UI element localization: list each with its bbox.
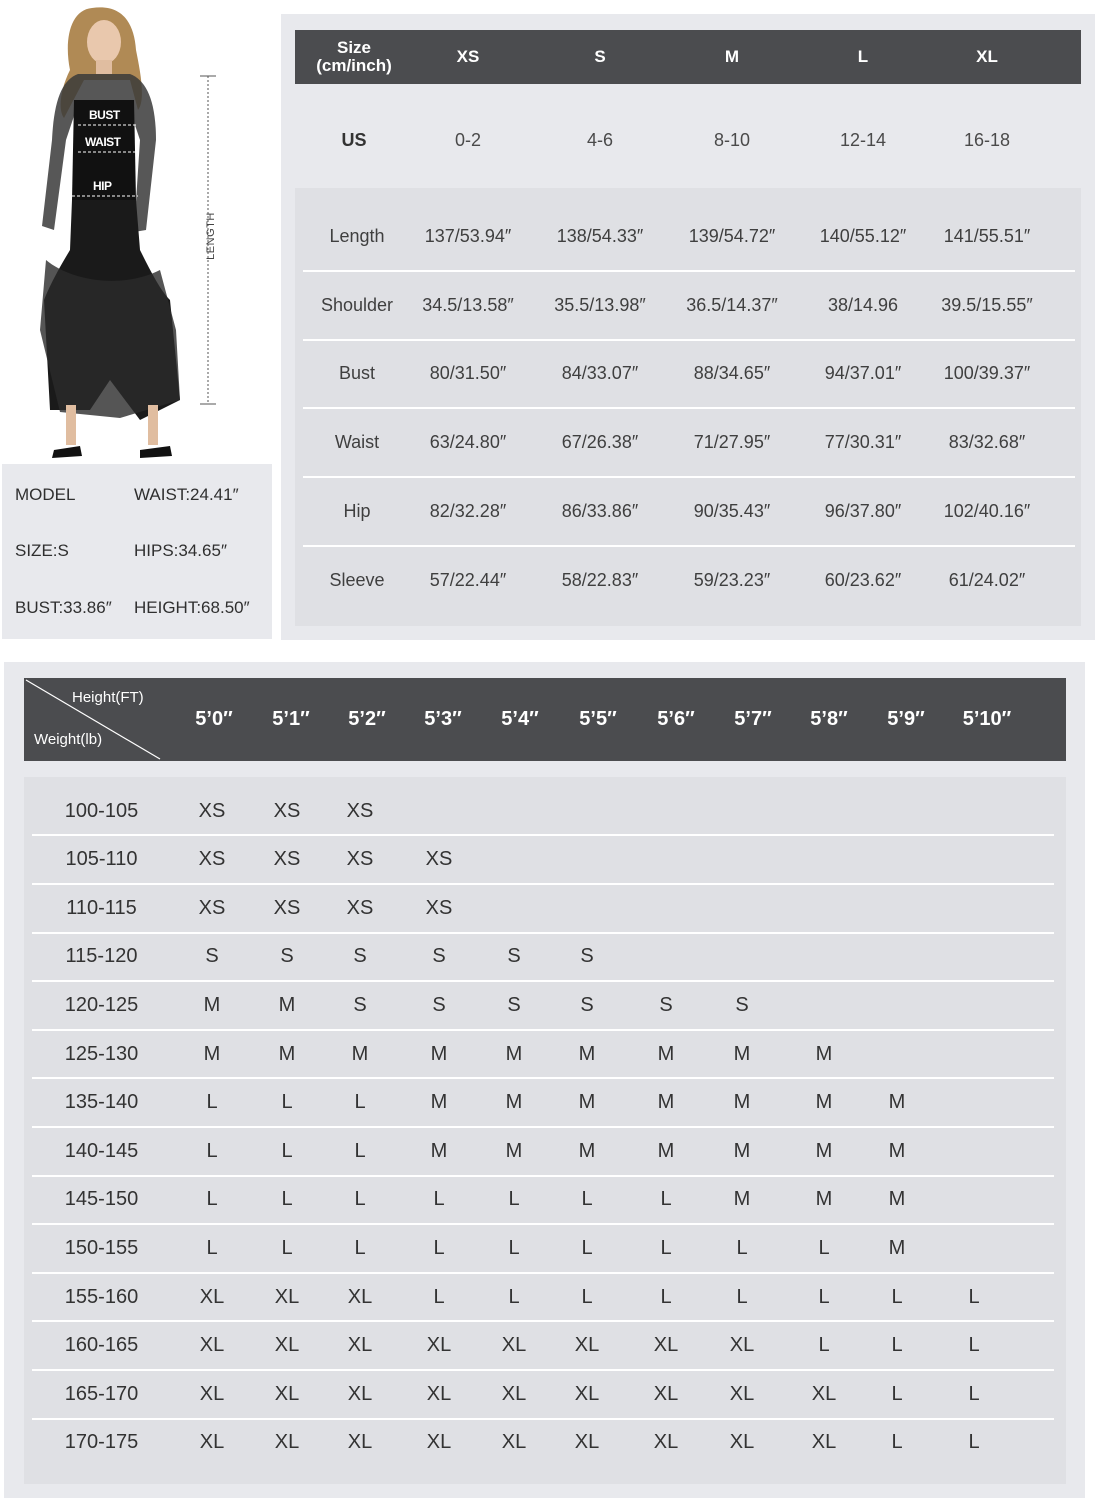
measure-value: 35.5/13.98″	[554, 294, 646, 315]
measure-value: 141/55.51″	[943, 225, 1031, 246]
recommended-size-cell: M	[657, 1091, 675, 1114]
us-size-value: 8-10	[713, 129, 751, 150]
measure-value: 90/35.43″	[693, 500, 771, 521]
weight-row-label: 125-130	[64, 1042, 139, 1065]
row-divider	[303, 270, 1075, 272]
size-header-label	[295, 30, 413, 84]
measure-value: 39.5/15.55″	[941, 294, 1033, 315]
measure-value: 84/33.07″	[561, 362, 639, 383]
recommended-size-cell: M	[505, 1139, 523, 1162]
recommended-size-cell: M	[203, 1042, 221, 1065]
recommended-size-cell: XS	[198, 896, 226, 919]
recommended-size-cell: L	[433, 1236, 445, 1259]
recommended-size-cell: L	[206, 1139, 218, 1162]
measure-value: 63/24.80″	[429, 431, 507, 452]
measure-value: 83/32.68″	[948, 431, 1026, 452]
length-label: LENGTH	[205, 212, 217, 260]
recommended-size-cell: L	[433, 1285, 445, 1308]
recommended-size-cell: XS	[273, 848, 301, 871]
model-waist: WAIST:24.41″	[134, 485, 239, 504]
height-column-header: 5’10″	[962, 708, 1012, 730]
recommended-size-cell: L	[354, 1188, 366, 1211]
recommended-size-cell: XL	[347, 1334, 373, 1357]
recommended-size-cell: L	[354, 1139, 366, 1162]
height-column-header: 5’1″	[272, 708, 310, 730]
recommended-size-cell: XL	[811, 1382, 837, 1405]
weight-row-label: 150-155	[64, 1236, 139, 1259]
recommended-size-cell: M	[815, 1091, 833, 1114]
recommended-size-cell: M	[733, 1042, 751, 1065]
measure-value: 71/27.95″	[693, 431, 771, 452]
recommended-size-cell: M	[505, 1091, 523, 1114]
recommended-size-cell: L	[206, 1188, 218, 1211]
recommended-size-cell: S	[205, 945, 219, 968]
size-header-l: L	[857, 47, 869, 66]
recommended-size-cell: XS	[198, 799, 226, 822]
row-divider	[303, 476, 1075, 478]
recommended-size-cell: M	[815, 1042, 833, 1065]
recommended-size-cell: M	[888, 1236, 906, 1259]
recommended-size-cell: XS	[346, 896, 374, 919]
measure-value: 57/22.44″	[429, 569, 507, 590]
recommended-size-cell: S	[353, 945, 367, 968]
model-height: HEIGHT:68.50″	[134, 598, 250, 617]
recommended-size-cell: XL	[199, 1382, 225, 1405]
recommended-size-cell: L	[660, 1188, 672, 1211]
weight-axis-label: Weight(lb)	[34, 731, 103, 748]
recommended-size-cell: L	[354, 1236, 366, 1259]
measurement-table	[295, 188, 1081, 626]
height-column-header: 5’9″	[887, 708, 925, 730]
measure-value: 67/26.38″	[561, 431, 639, 452]
recommended-size-cell: L	[206, 1236, 218, 1259]
recommended-size-cell: S	[580, 993, 594, 1016]
model-info-panel	[2, 464, 272, 639]
measure-value: 137/53.94″	[424, 225, 512, 246]
row-divider	[303, 339, 1075, 341]
recommended-size-cell: XL	[426, 1334, 452, 1357]
waist-label: WAIST	[85, 135, 121, 149]
recommended-size-cell: M	[815, 1188, 833, 1211]
recommended-size-cell: M	[888, 1139, 906, 1162]
height-column-header: 5’5″	[579, 708, 617, 730]
recommended-size-cell: M	[578, 1139, 596, 1162]
height-axis-label: Height(FT)	[72, 689, 144, 706]
recommended-size-cell: XL	[274, 1285, 300, 1308]
recommended-size-cell: L	[581, 1236, 593, 1259]
recommended-size-cell: S	[659, 993, 673, 1016]
recommended-size-cell: XL	[426, 1382, 452, 1405]
recommended-size-cell: XL	[501, 1382, 527, 1405]
recommended-size-cell: XL	[347, 1431, 373, 1454]
recommended-size-cell: M	[430, 1091, 448, 1114]
recommended-size-cell: XL	[574, 1431, 600, 1454]
size-header-m: M	[724, 47, 740, 66]
measure-value: 102/40.16″	[943, 500, 1031, 521]
recommended-size-cell: XL	[501, 1334, 527, 1357]
recommended-size-cell: XS	[198, 848, 226, 871]
measure-value: 100/39.37″	[943, 362, 1031, 383]
recommended-size-cell: M	[351, 1042, 369, 1065]
measure-label-shoulder: Shoulder	[320, 294, 394, 315]
recommended-size-cell: M	[657, 1139, 675, 1162]
recommended-size-cell: M	[203, 993, 221, 1016]
recommended-size-cell: L	[206, 1091, 218, 1114]
weight-row-label: 120-125	[64, 993, 139, 1016]
recommended-size-cell: S	[507, 993, 521, 1016]
recommended-size-cell: XL	[347, 1285, 373, 1308]
recommended-size-cell: XS	[273, 799, 301, 822]
recommended-size-cell: S	[507, 945, 521, 968]
recommended-size-cell: S	[432, 993, 446, 1016]
height-column-header: 5’3″	[424, 708, 462, 730]
recommended-size-cell: XL	[347, 1382, 373, 1405]
recommended-size-cell: L	[736, 1236, 748, 1259]
recommended-size-cell: XL	[653, 1382, 679, 1405]
recommended-size-cell: L	[818, 1285, 830, 1308]
recommended-size-cell: M	[278, 1042, 296, 1065]
model-bust: BUST:33.86″	[15, 598, 112, 617]
weight-row-label: 165-170	[64, 1382, 139, 1405]
recommended-size-cell: L	[508, 1188, 520, 1211]
recommended-size-cell: XL	[199, 1285, 225, 1308]
measure-value: 86/33.86″	[561, 500, 639, 521]
recommended-size-cell: XL	[574, 1334, 600, 1357]
recommended-size-cell: L	[736, 1285, 748, 1308]
measure-value: 36.5/14.37″	[686, 294, 778, 315]
recommended-size-cell: M	[578, 1091, 596, 1114]
recommended-size-cell: M	[733, 1091, 751, 1114]
measure-value: 34.5/13.58″	[422, 294, 514, 315]
weight-row-label: 110-115	[66, 896, 137, 919]
weight-row-label: 115-120	[65, 945, 138, 968]
measure-value: 61/24.02″	[948, 569, 1026, 590]
model-silhouette-illustration	[0, 0, 272, 460]
measure-value: 60/23.62″	[824, 569, 902, 590]
measure-value: 139/54.72″	[688, 225, 776, 246]
weight-row-label: 160-165	[64, 1334, 139, 1357]
recommended-size-cell: M	[888, 1091, 906, 1114]
weight-row-label: 145-150	[64, 1188, 139, 1211]
recommended-size-cell: L	[581, 1285, 593, 1308]
weight-row-label: 170-175	[64, 1431, 139, 1454]
recommended-size-cell: M	[278, 993, 296, 1016]
recommended-size-cell: XL	[653, 1334, 679, 1357]
height-column-header: 5’8″	[810, 708, 848, 730]
weight-row-label: 155-160	[64, 1285, 139, 1308]
recommended-size-cell: XL	[199, 1334, 225, 1357]
height-column-header: 5’6″	[657, 708, 695, 730]
recommended-size-cell: L	[891, 1431, 903, 1454]
us-label: US	[341, 129, 367, 150]
recommended-size-cell: L	[281, 1091, 293, 1114]
measure-value: 96/37.80″	[824, 500, 902, 521]
measure-value: 88/34.65″	[693, 362, 771, 383]
size-header-line2: (cm/inch)	[316, 56, 392, 75]
height-column-header: 5’2″	[348, 708, 386, 730]
recommended-size-cell: M	[657, 1042, 675, 1065]
recommended-size-cell: S	[580, 945, 594, 968]
recommended-size-cell: L	[433, 1188, 445, 1211]
recommended-size-cell: L	[968, 1334, 980, 1357]
recommended-size-cell: XL	[199, 1431, 225, 1454]
recommended-size-cell: XS	[273, 896, 301, 919]
weight-row-label: 140-145	[64, 1139, 139, 1162]
recommended-size-cell: XL	[811, 1431, 837, 1454]
measure-value: 138/54.33″	[556, 225, 644, 246]
recommended-size-cell: S	[735, 993, 749, 1016]
recommended-size-cell: XS	[346, 848, 374, 871]
size-chart-header	[295, 30, 1081, 84]
row-divider	[303, 545, 1075, 547]
height-weight-chart	[4, 662, 1085, 1498]
us-size-value: 16-18	[963, 129, 1011, 150]
us-size-value: 0-2	[454, 129, 481, 150]
measure-label-sleeve: Sleeve	[329, 569, 385, 590]
recommended-size-cell: XS	[425, 848, 453, 871]
model-photo	[0, 0, 272, 460]
recommended-size-cell: XL	[274, 1382, 300, 1405]
recommended-size-cell: XL	[729, 1431, 755, 1454]
recommended-size-cell: L	[281, 1139, 293, 1162]
size-header-line1: Size	[336, 38, 372, 57]
measure-value: 38/14.96	[827, 294, 899, 315]
measure-value: 58/22.83″	[561, 569, 639, 590]
recommended-size-cell: L	[281, 1188, 293, 1211]
measure-label-bust: Bust	[338, 362, 376, 383]
recommended-size-cell: L	[818, 1236, 830, 1259]
height-column-header: 5’4″	[501, 708, 539, 730]
height-column-header: 5’0″	[195, 708, 233, 730]
recommended-size-cell: L	[508, 1236, 520, 1259]
recommended-size-cell: L	[281, 1236, 293, 1259]
us-size-value: 12-14	[839, 129, 887, 150]
recommended-size-cell: XL	[653, 1431, 679, 1454]
recommended-size-cell: M	[430, 1042, 448, 1065]
model-title: MODEL	[15, 485, 76, 504]
measure-value: 77/30.31″	[824, 431, 902, 452]
recommended-size-cell: M	[578, 1042, 596, 1065]
measure-label-hip: Hip	[343, 500, 371, 521]
recommended-size-cell: S	[353, 993, 367, 1016]
recommended-size-cell: L	[891, 1382, 903, 1405]
size-header-s: S	[594, 47, 606, 66]
model-size: SIZE:S	[15, 541, 69, 560]
height-column-header: 5’7″	[734, 708, 772, 730]
recommended-size-cell: XL	[574, 1382, 600, 1405]
size-chart	[281, 14, 1095, 640]
recommended-size-cell: M	[888, 1188, 906, 1211]
row-divider	[303, 407, 1075, 409]
recommended-size-cell: L	[968, 1285, 980, 1308]
measure-value: 82/32.28″	[429, 500, 507, 521]
recommended-size-cell: L	[660, 1236, 672, 1259]
recommended-size-cell: L	[581, 1188, 593, 1211]
measure-value: 94/37.01″	[824, 362, 902, 383]
recommended-size-cell: L	[660, 1285, 672, 1308]
measure-value: 80/31.50″	[429, 362, 507, 383]
height-weight-table	[24, 777, 1066, 1484]
recommended-size-cell: L	[968, 1382, 980, 1405]
recommended-size-cell: M	[505, 1042, 523, 1065]
size-header-xs: XS	[456, 47, 480, 66]
height-weight-header	[24, 678, 1066, 761]
recommended-size-cell: L	[891, 1334, 903, 1357]
recommended-size-cell: XL	[729, 1382, 755, 1405]
measure-value: 140/55.12″	[819, 225, 907, 246]
weight-row-label: 100-105	[64, 799, 139, 822]
weight-row-label: 135-140	[64, 1091, 139, 1114]
recommended-size-cell: S	[280, 945, 294, 968]
recommended-size-cell: M	[733, 1139, 751, 1162]
recommended-size-cell: L	[891, 1285, 903, 1308]
us-size-value: 4-6	[586, 129, 613, 150]
measure-label-length: Length	[329, 225, 385, 246]
recommended-size-cell: L	[508, 1285, 520, 1308]
measure-value: 59/23.23″	[693, 569, 771, 590]
recommended-size-cell: M	[815, 1139, 833, 1162]
recommended-size-cell: XS	[425, 896, 453, 919]
us-size-row	[295, 94, 1081, 186]
recommended-size-cell: S	[432, 945, 446, 968]
recommended-size-cell: XL	[729, 1334, 755, 1357]
recommended-size-cell: M	[733, 1188, 751, 1211]
recommended-size-cell: XL	[274, 1431, 300, 1454]
bust-label: BUST	[89, 108, 120, 122]
recommended-size-cell: XL	[501, 1431, 527, 1454]
recommended-size-cell: L	[354, 1091, 366, 1114]
recommended-size-cell: XL	[426, 1431, 452, 1454]
hip-label: HIP	[93, 179, 112, 193]
measure-label-waist: Waist	[334, 431, 380, 452]
recommended-size-cell: L	[818, 1334, 830, 1357]
recommended-size-cell: XL	[274, 1334, 300, 1357]
size-header-xl: XL	[976, 47, 998, 66]
weight-row-label: 105-110	[65, 848, 138, 871]
recommended-size-cell: L	[968, 1431, 980, 1454]
recommended-size-cell: M	[430, 1139, 448, 1162]
recommended-size-cell: XS	[346, 799, 374, 822]
model-hips: HIPS:34.65″	[134, 541, 227, 560]
